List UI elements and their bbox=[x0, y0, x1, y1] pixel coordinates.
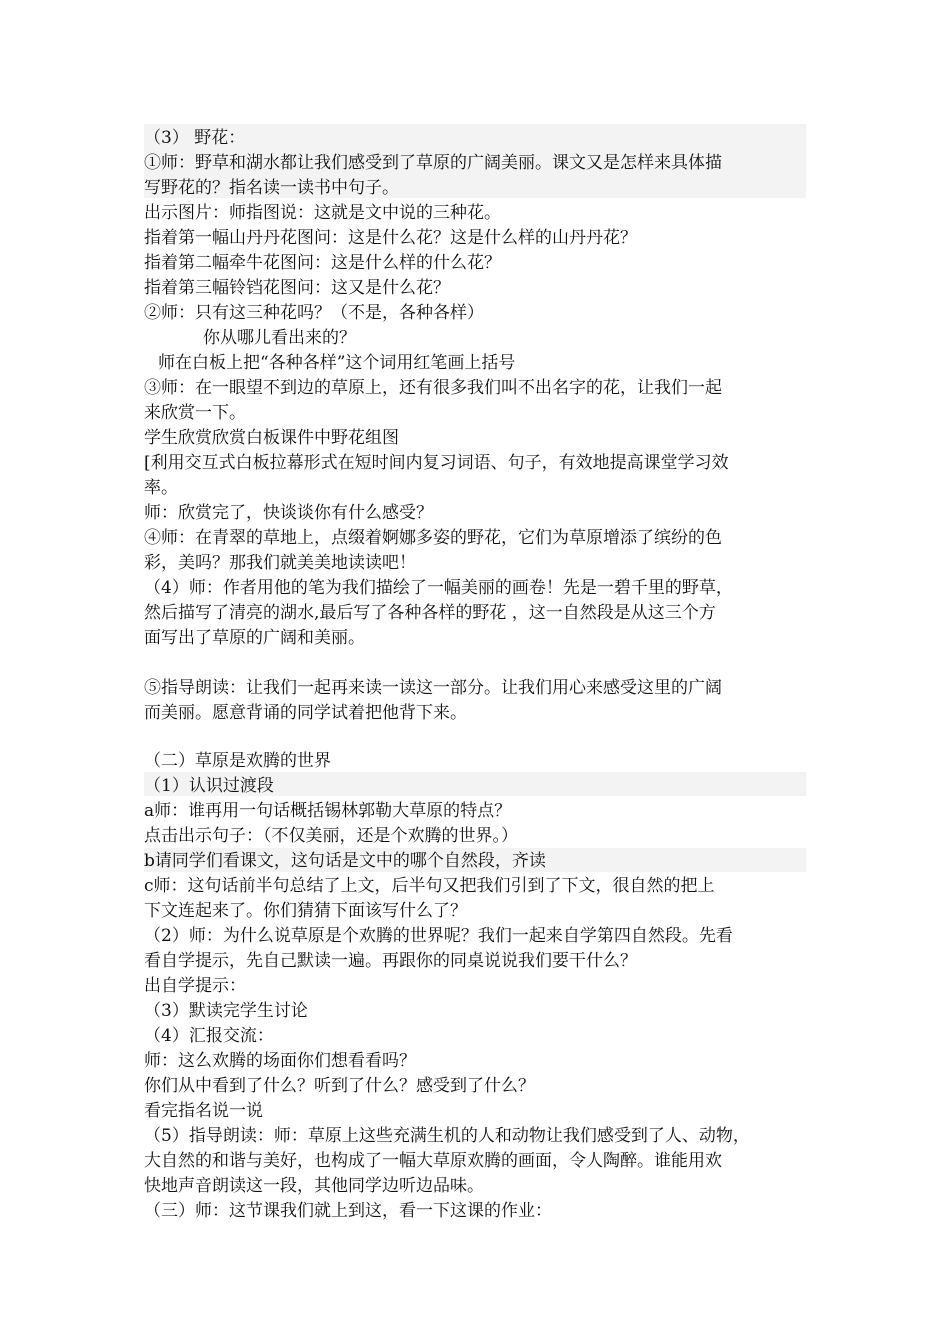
text-line-21: 面写出了草原的广阔和美丽。 bbox=[144, 628, 365, 648]
text-line-9: 你从哪儿看出来的？ bbox=[203, 328, 356, 348]
text-line-27: 点击出示句子：（不仅美丽，还是个欢腾的世界。） bbox=[144, 826, 518, 846]
text-line-10: 师在白板上把“各种各样”这个词用红笔画上括号 bbox=[158, 353, 516, 373]
text-line-4: 出示图片：师指图说：这就是文中说的三种花。 bbox=[144, 203, 501, 223]
text-line-29: c师：这句话前半句总结了上文，后半句又把我们引到了下文，很自然的把上 bbox=[144, 876, 715, 896]
text-line-28: b请同学们看课文，这句话是文中的哪个自然段，齐读 bbox=[144, 851, 546, 871]
text-line-24: （二）草原是欢腾的世界 bbox=[144, 751, 331, 771]
text-line-20: 然后描写了清亮的湖水,最后写了各种各样的野花 ，这一自然段是从这三个方 bbox=[144, 603, 716, 623]
text-line-8: ②师：只有这三种花吗？（不是，各种各样） bbox=[144, 303, 484, 323]
text-line-5: 指着第一幅山丹丹花图问：这是什么花？这是什么样的山丹丹花？ bbox=[144, 228, 637, 248]
text-line-35: （4）汇报交流： bbox=[144, 1026, 274, 1046]
text-line-18: 彩，美吗？那我们就美美地读读吧！ bbox=[144, 553, 416, 573]
text-line-40: 大自然的和谐与美好，也构成了一幅大草原欢腾的画面，令人陶醉。谁能用欢 bbox=[144, 1151, 722, 1171]
text-line-26: a师：谁再用一句话概括锡林郭勒大草原的特点？ bbox=[144, 801, 512, 821]
text-line-6: 指着第二幅牵牛花图问：这是什么样的什么花？ bbox=[144, 253, 501, 273]
text-line-12: 来欣赏一下。 bbox=[144, 403, 246, 423]
text-line-34: （3）默读完学生讨论 bbox=[144, 1001, 308, 1021]
text-line-42: （三）师：这节课我们就上到这，看一下这课的作业： bbox=[144, 1201, 552, 1221]
text-line-38: 看完指名说一说 bbox=[144, 1101, 263, 1121]
text-line-37: 你们从中看到了什么？听到了什么？感受到了什么？ bbox=[144, 1076, 535, 1096]
text-line-30: 下文连起来了。你们猜猜下面该写什么了？ bbox=[144, 901, 467, 921]
text-line-11: ③师：在一眼望不到边的草原上，还有很多我们叫不出名字的花，让我们一起 bbox=[144, 378, 722, 398]
text-line-33: 出自学提示： bbox=[144, 976, 246, 996]
text-line-15: 率。 bbox=[144, 478, 178, 498]
text-line-36: 师：这么欢腾的场面你们想看看吗？ bbox=[144, 1051, 416, 1071]
text-line-7: 指着第三幅铃铛花图问：这又是什么花？ bbox=[144, 278, 450, 298]
text-line-16: 师：欣赏完了，快谈谈你有什么感受？ bbox=[144, 503, 433, 523]
text-line-17: ④师：在青翠的草地上，点缀着婀娜多姿的野花，它们为草原增添了缤纷的色 bbox=[144, 528, 722, 548]
text-line-39: （5）指导朗读：师：草原上这些充满生机的人和动物让我们感受到了人、动物， bbox=[144, 1126, 750, 1146]
text-line-2: ①师：野草和湖水都让我们感受到了草原的广阔美丽。课文又是怎样来具体描 bbox=[144, 153, 722, 173]
text-line-32: 看自学提示，先自己默读一遍。再跟你的同桌说说我们要干什么？ bbox=[144, 951, 637, 971]
text-line-19: （4）师：作者用他的笔为我们描绘了一幅美丽的画卷！先是一碧千里的野草， bbox=[144, 578, 733, 598]
text-line-3: 写野花的？指名读一读书中句子。 bbox=[144, 178, 399, 198]
text-line-22: ⑤指导朗读：让我们一起再来读一读这一部分。让我们用心来感受这里的广阔 bbox=[144, 678, 722, 698]
text-line-23: 而美丽。愿意背诵的同学试着把他背下来。 bbox=[144, 703, 467, 723]
text-line-31: （2）师：为什么说草原是个欢腾的世界呢？我们一起来自学第四自然段。先看 bbox=[144, 926, 733, 946]
text-line-25: （1）认识过渡段 bbox=[144, 776, 274, 796]
text-line-1: （3） 野花： bbox=[144, 128, 246, 148]
text-line-14: [利用交互式白板拉幕形式在短时间内复习词语、句子，有效地提高课堂学习效 bbox=[144, 453, 729, 473]
text-line-13: 学生欣赏欣赏白板课件中野花组图 bbox=[144, 428, 399, 448]
text-line-41: 快地声音朗读这一段，其他同学边听边品味。 bbox=[144, 1176, 484, 1196]
